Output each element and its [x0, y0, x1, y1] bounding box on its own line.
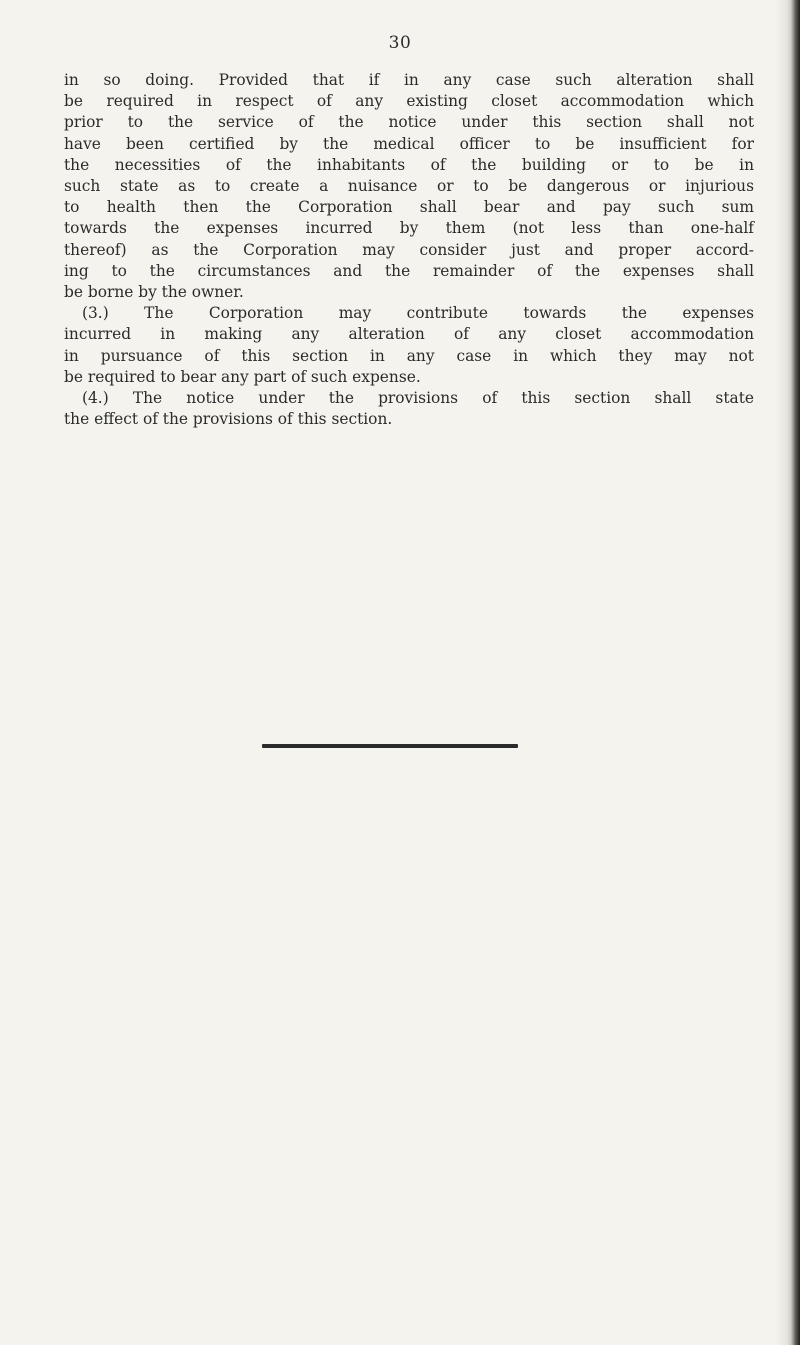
paragraph-continuation — [64, 70, 754, 303]
text-line: be borne by the owner. — [64, 283, 244, 302]
text-line: be required in respect of any existing closet accommodation which — [64, 92, 754, 111]
text-line: in so doing. Provided that if in any case such alteration shall — [64, 71, 754, 89]
text-line: such state as to create a nuisance or to be dangerous or injurious — [64, 177, 754, 196]
binding-shadow — [776, 0, 786, 1345]
paragraph-subsection-4 — [64, 388, 754, 430]
page-number: 30 — [388, 33, 412, 53]
text-line: thereof) as the Corporation may consider just and proper accord- — [64, 240, 754, 259]
text-line: have been certified by the medical officer to be insufficient for — [64, 134, 754, 153]
text-line: incurred in making any alteration of any closet accommodation — [64, 325, 754, 344]
text-line: the necessities of the inhabitants of the building or to be in — [64, 155, 754, 174]
text-line: towards the expenses incurred by them (not less than one-half — [64, 219, 754, 238]
body-text — [64, 70, 754, 430]
text-line: to health then the Corporation shall bear and pay such sum — [64, 198, 754, 217]
text-line: be required to bear any part of such expense. — [64, 367, 421, 386]
text-line: (4.) The notice under the provisions of this section shall state — [82, 389, 754, 408]
text-line: prior to the service of the notice under this section shall not — [64, 113, 754, 132]
paragraph-subsection-3 — [64, 303, 754, 388]
text-line: (3.) The Corporation may contribute towards the expenses — [82, 304, 754, 323]
text-line: in pursuance of this section in any case in which they may not — [64, 346, 754, 365]
text-line: ing to the circumstances and the remainder of the expenses shall — [64, 261, 754, 280]
section-divider-rule — [262, 744, 518, 748]
text-line: the effect of the provisions of this section. — [64, 410, 393, 429]
binding-edge — [786, 0, 800, 1345]
